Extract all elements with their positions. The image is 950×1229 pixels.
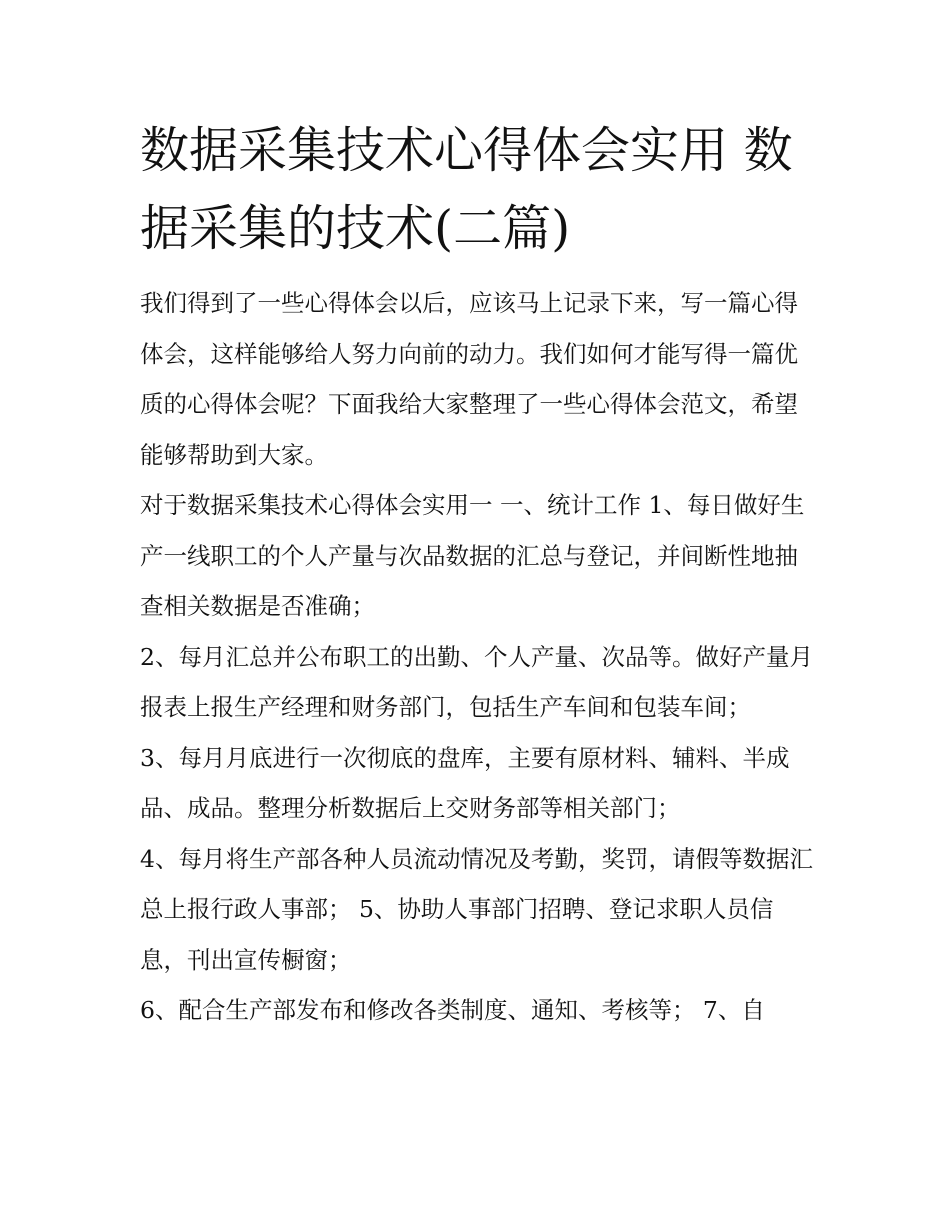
paragraph-item-4-5: 4、每月将生产部各种人员流动情况及考勤，奖罚，请假等数据汇总上报行政人事部； 5、协助人事部门招聘、登记求职人员信息，刊出宣传橱窗；	[140, 844, 813, 974]
paragraph-item-3: 3、每月月底进行一次彻底的盘库，主要有原材料、辅料、半成品、成品。整理分析数据后上交财务部等相关部门；	[140, 743, 790, 822]
paragraph-item-1: 对于数据采集技术心得体会实用一 一、统计工作 1、每日做好生产一线职工的个人产量与次品数据的汇总与登记，并间断性地抽查相关数据是否准确；	[140, 491, 805, 620]
document-title: 数据采集技术心得体会实用 数据采集的技术(二篇)	[140, 122, 793, 257]
paragraph-intro: 我们得到了一些心得体会以后，应该马上记录下来，写一篇心得体会，这样能够给人努力向前的动力。我们如何才能写得一篇优质的心得体会呢？下面我给大家整理了一些心得体会范文，希望能够帮助到大家。	[140, 289, 798, 469]
paragraph-item-2: 2、每月汇总并公布职工的出勤、个人产量、次品等。做好产量月报表上报生产经理和财务部门，包括生产车间和包装车间；	[140, 642, 813, 721]
paragraph-item-6-7: 6、配合生产部发布和修改各类制度、通知、考核等； 7、自	[140, 996, 765, 1024]
